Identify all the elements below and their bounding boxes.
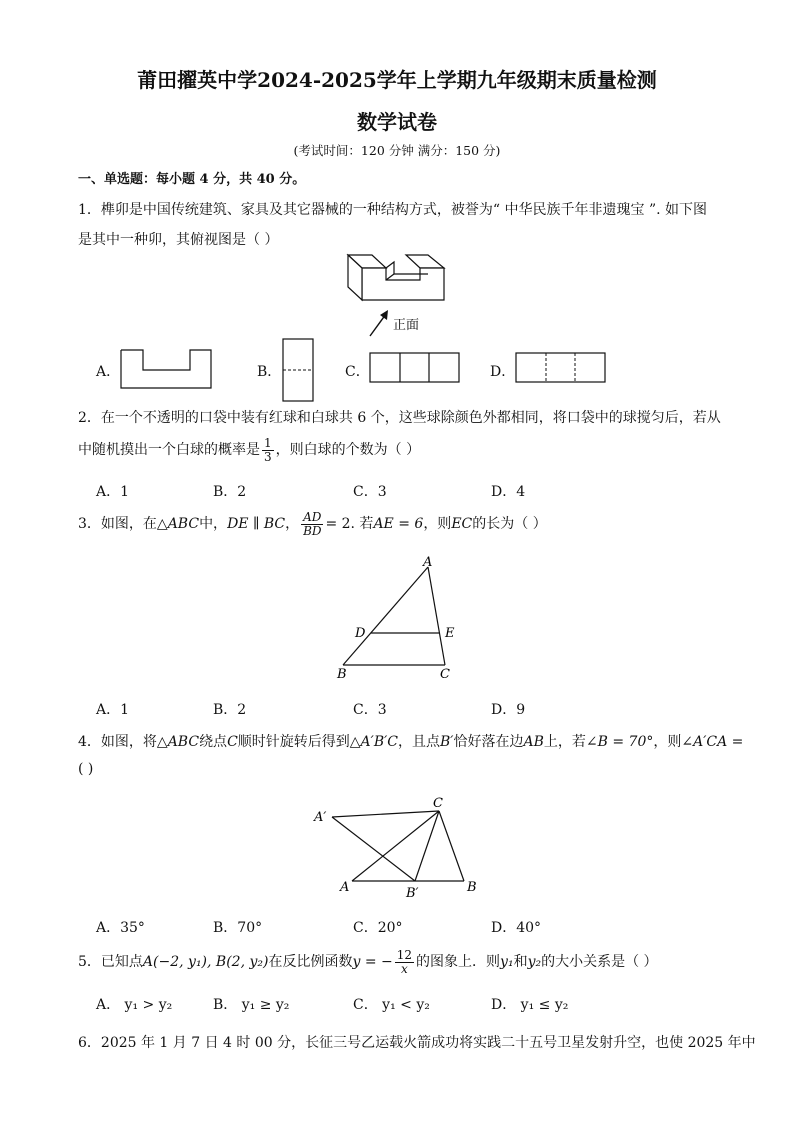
q4-option-a[interactable]: A．35°	[96, 920, 145, 936]
q1-option-d-figure	[515, 352, 607, 384]
q1-front-label: 正面	[393, 318, 420, 333]
q3-ratio-fraction: $\frac{AD}{BD}$	[303, 509, 322, 538]
q1-option-d-label[interactable]: D．	[490, 364, 516, 380]
q5-option-b[interactable]: B． y₁ ≥ y₂	[213, 997, 290, 1013]
q3-line1: 3．如图，在△ABC中，DE ∥ BC， $\frac{AD}{BD}$ = 2. 若AE = 6，则EC的长为（ ）	[78, 509, 547, 538]
q2-line2: 中随机摸出一个白球的概率是 $\frac{1}{3}$ ，则白球的个数为（ ）	[78, 435, 421, 464]
q1-option-c-label[interactable]: C．	[345, 364, 370, 380]
q5-option-d[interactable]: D． y₁ ≤ y₂	[491, 997, 569, 1013]
q3-option-c[interactable]: C．3	[353, 702, 387, 718]
q2-option-d[interactable]: D．4	[491, 484, 526, 500]
q6-line1: 6．2025 年 1 月 7 日 4 时 00 分，长征三号乙运载火箭成功将实践二十五号卫星发射升空，也使 2025 年中	[78, 1035, 756, 1051]
q3-option-a[interactable]: A．1	[96, 702, 130, 718]
q4-option-b[interactable]: B．70°	[213, 920, 263, 936]
q2-probability-fraction: $\frac{1}{3}$	[264, 435, 272, 464]
q5-option-a[interactable]: A． y₁ > y₂	[96, 997, 173, 1013]
q5-line1: 5．已知点A(−2, y₁), B(2, y₂)在反比例函数y = − $\frac{12}{x}$ 的图象上．则y₁和y₂的大小关系是（ ）	[78, 947, 658, 976]
q1-line2: 是其中一种卯，其俯视图是（ ）	[78, 232, 279, 248]
q4-option-c[interactable]: C．20°	[353, 920, 403, 936]
q5-option-c[interactable]: C． y₁ < y₂	[353, 997, 430, 1013]
q4-line1: 4．如图，将△ABC绕点C顺时针旋转后得到△A′B′C，且点B′恰好落在边AB上，若∠B = 70°，则∠A′CA =	[78, 734, 744, 750]
q3-label-c: C	[440, 667, 450, 682]
q2-option-a[interactable]: A．1	[96, 484, 130, 500]
q3-option-b[interactable]: B．2	[213, 702, 247, 718]
q2-option-b[interactable]: B．2	[213, 484, 247, 500]
q2-option-c[interactable]: C．3	[353, 484, 387, 500]
q3-label-a: A	[423, 555, 433, 570]
section-heading: 一、单选题：每小题 4 分，共 40 分。	[78, 172, 306, 187]
q4-rotation-figure	[312, 795, 492, 900]
exam-title: 莆田擢英中学2024-2025学年上学期九年级期末质量检测	[137, 68, 657, 92]
exam-subtitle: 数学试卷	[357, 110, 437, 134]
q1-line1: 1．榫卯是中国传统建筑、家具及其它器械的一种结构方式，被誉为“ 中华民族千年非遗瑰宝 ”. 如下图	[78, 202, 708, 218]
q3-label-d: D	[355, 626, 366, 641]
q3-label-b: B	[337, 667, 347, 682]
exam-info: (考试时间：120 分钟 满分：150 分)	[293, 143, 501, 158]
q4-label-a-prime: A′	[314, 810, 327, 825]
q1-option-b-figure	[282, 338, 314, 402]
q4-label-c: C	[433, 796, 443, 811]
q1-front-arrow	[368, 308, 392, 338]
q3-option-d[interactable]: D．9	[491, 702, 526, 718]
q4-label-b: B	[467, 880, 477, 895]
q1-option-a-label[interactable]: A．	[96, 364, 121, 380]
q3-triangle-figure	[335, 552, 465, 682]
q4-line2: ( )	[78, 761, 94, 777]
q2-line1: 2．在一个不透明的口袋中装有红球和白球共 6 个，这些球除颜色外都相同，将口袋中的球搅匀后，若从	[78, 410, 721, 426]
q1-option-b-label[interactable]: B．	[257, 364, 282, 380]
q4-option-d[interactable]: D．40°	[491, 920, 542, 936]
q1-option-c-figure	[369, 352, 461, 384]
q1-option-a-figure	[120, 349, 212, 389]
q5-function-fraction: $\frac{12}{x}$	[396, 947, 413, 976]
q3-label-e: E	[445, 626, 455, 641]
q4-label-b-prime: B′	[406, 886, 419, 901]
q4-label-a: A	[340, 880, 350, 895]
